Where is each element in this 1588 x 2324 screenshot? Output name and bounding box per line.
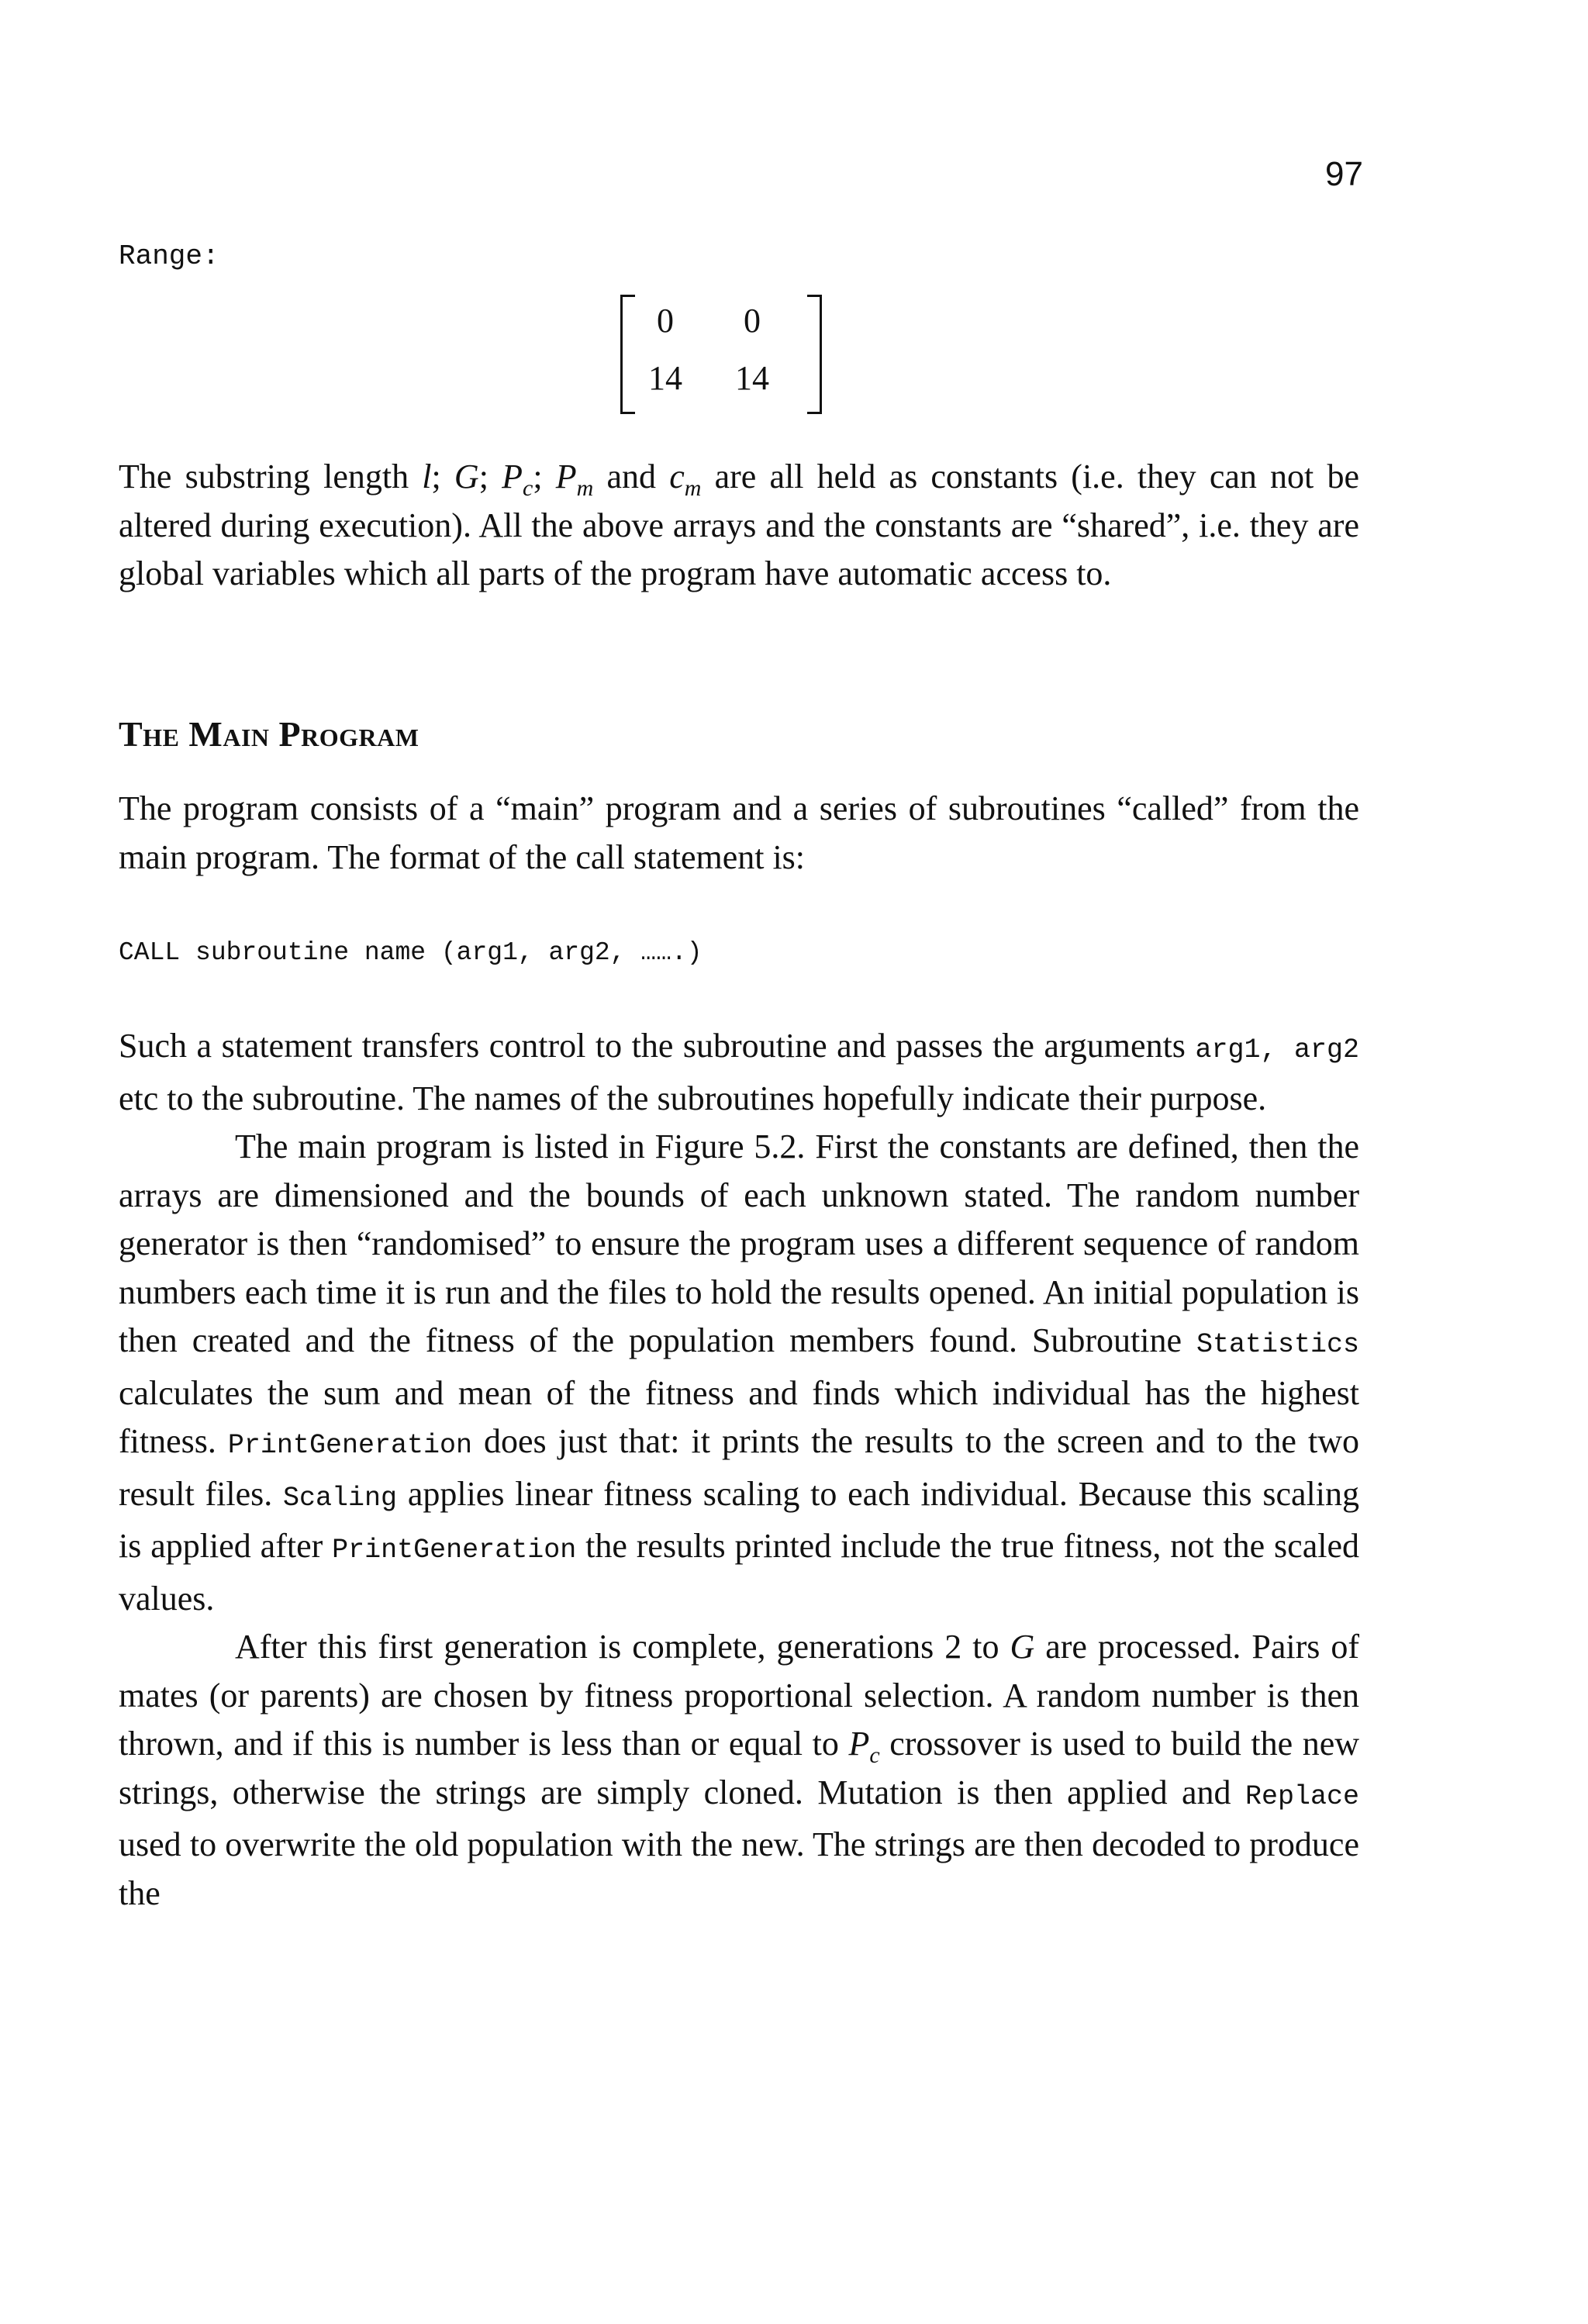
sub-m: m bbox=[684, 475, 702, 501]
inline-code: Statistics bbox=[1196, 1329, 1359, 1360]
sub-c: c bbox=[869, 1742, 880, 1768]
call-statement: CALL subroutine name (arg1, arg2, …….) bbox=[119, 938, 703, 967]
paragraph-2 bbox=[119, 1123, 1359, 1623]
program-intro bbox=[119, 785, 1359, 882]
text-span: are all held as constants (i.e. they can not be altered during execution). All the above arrays and the constants are “shared”, i.e. they are global variables which all parts of the program have automatic access to. bbox=[119, 458, 1359, 592]
constants-paragraph bbox=[119, 453, 1359, 599]
inline-code: PrintGeneration bbox=[332, 1535, 577, 1566]
sub-c: c bbox=[523, 475, 533, 501]
text-span: does just that: it prints the results to the screen and to the two result files. bbox=[119, 1422, 1359, 1513]
body-text bbox=[119, 1022, 1359, 1918]
text-span: applies linear fitness scaling to each individual. Because this scaling is applied after bbox=[119, 1474, 1359, 1565]
matrix-right-bracket bbox=[807, 295, 822, 414]
text-span: and bbox=[593, 458, 670, 496]
var-G: G bbox=[454, 458, 479, 496]
var-G: G bbox=[1010, 1628, 1035, 1666]
text-span: calculates the sum and mean of the fitness and finds which individual has the highest fitness. bbox=[119, 1373, 1359, 1460]
inline-code: Replace bbox=[1245, 1780, 1359, 1812]
text-span: The main program is listed in Figure 5.2. First the constants are defined, then the arrays are dimensioned and the bounds of each unknown stated. The random number generator is then “randomised” to ensure the program uses a different sequence of random numbers each time it is run and the files to hold the results opened. An initial population is then created and the fitness of the population members found. Subroutine bbox=[119, 1127, 1359, 1359]
var-P: P bbox=[555, 458, 577, 496]
inline-code: Scaling bbox=[283, 1482, 398, 1514]
matrix-cell-1-0: 14 bbox=[648, 359, 682, 397]
var-c: c bbox=[669, 458, 685, 496]
text-span: crossover is used to build the new strings, otherwise the strings are simply cloned. Mutation is then applied and bbox=[119, 1725, 1360, 1811]
range-label: Range: bbox=[119, 240, 219, 272]
text-span: ; bbox=[431, 458, 454, 496]
sub-m: m bbox=[576, 475, 594, 501]
range-matrix bbox=[620, 295, 822, 419]
text-span: etc to the subroutine. The names of the subroutines hopefully indicate their purpose. bbox=[119, 1079, 1267, 1117]
text-span: Such a statement transfers control to the subroutine and passes the arguments bbox=[119, 1027, 1196, 1065]
section-heading: The Main Program bbox=[119, 714, 419, 754]
inline-code: arg1, arg2 bbox=[1195, 1034, 1359, 1065]
var-l: l bbox=[422, 458, 432, 496]
text-span: ; bbox=[533, 458, 556, 496]
matrix-cell-0-0: 0 bbox=[657, 302, 674, 340]
matrix-cell-1-1: 14 bbox=[735, 359, 769, 397]
var-P: P bbox=[848, 1725, 870, 1763]
program-intro-paragraph: The program consists of a “main” program and a series of subroutines “called” from the main program. The format of the call statement is: bbox=[119, 789, 1359, 876]
text-span: used to overwrite the old population with the new. The strings are then decoded to produce the bbox=[119, 1825, 1359, 1912]
paragraph-3 bbox=[119, 1623, 1359, 1918]
text-span: The substring length bbox=[119, 458, 423, 496]
text-span: ; bbox=[478, 458, 502, 496]
page-number: 97 bbox=[1325, 155, 1363, 193]
text-span: After this first generation is complete, generations 2 to bbox=[235, 1628, 1010, 1666]
inline-code: PrintGeneration bbox=[227, 1430, 472, 1461]
var-P: P bbox=[502, 458, 523, 496]
matrix-cell-0-1: 0 bbox=[744, 302, 761, 340]
matrix-left-bracket bbox=[620, 295, 635, 414]
paragraph-1 bbox=[119, 1022, 1359, 1123]
intro-paragraph bbox=[119, 453, 1359, 599]
text-span: the results printed include the true fitness, not the scaled values. bbox=[119, 1527, 1359, 1618]
text-span: are processed. Pairs of mates (or parents) are chosen by fitness proportional selection. A random number is then thrown, and if this is number is less than or equal to bbox=[119, 1628, 1359, 1763]
